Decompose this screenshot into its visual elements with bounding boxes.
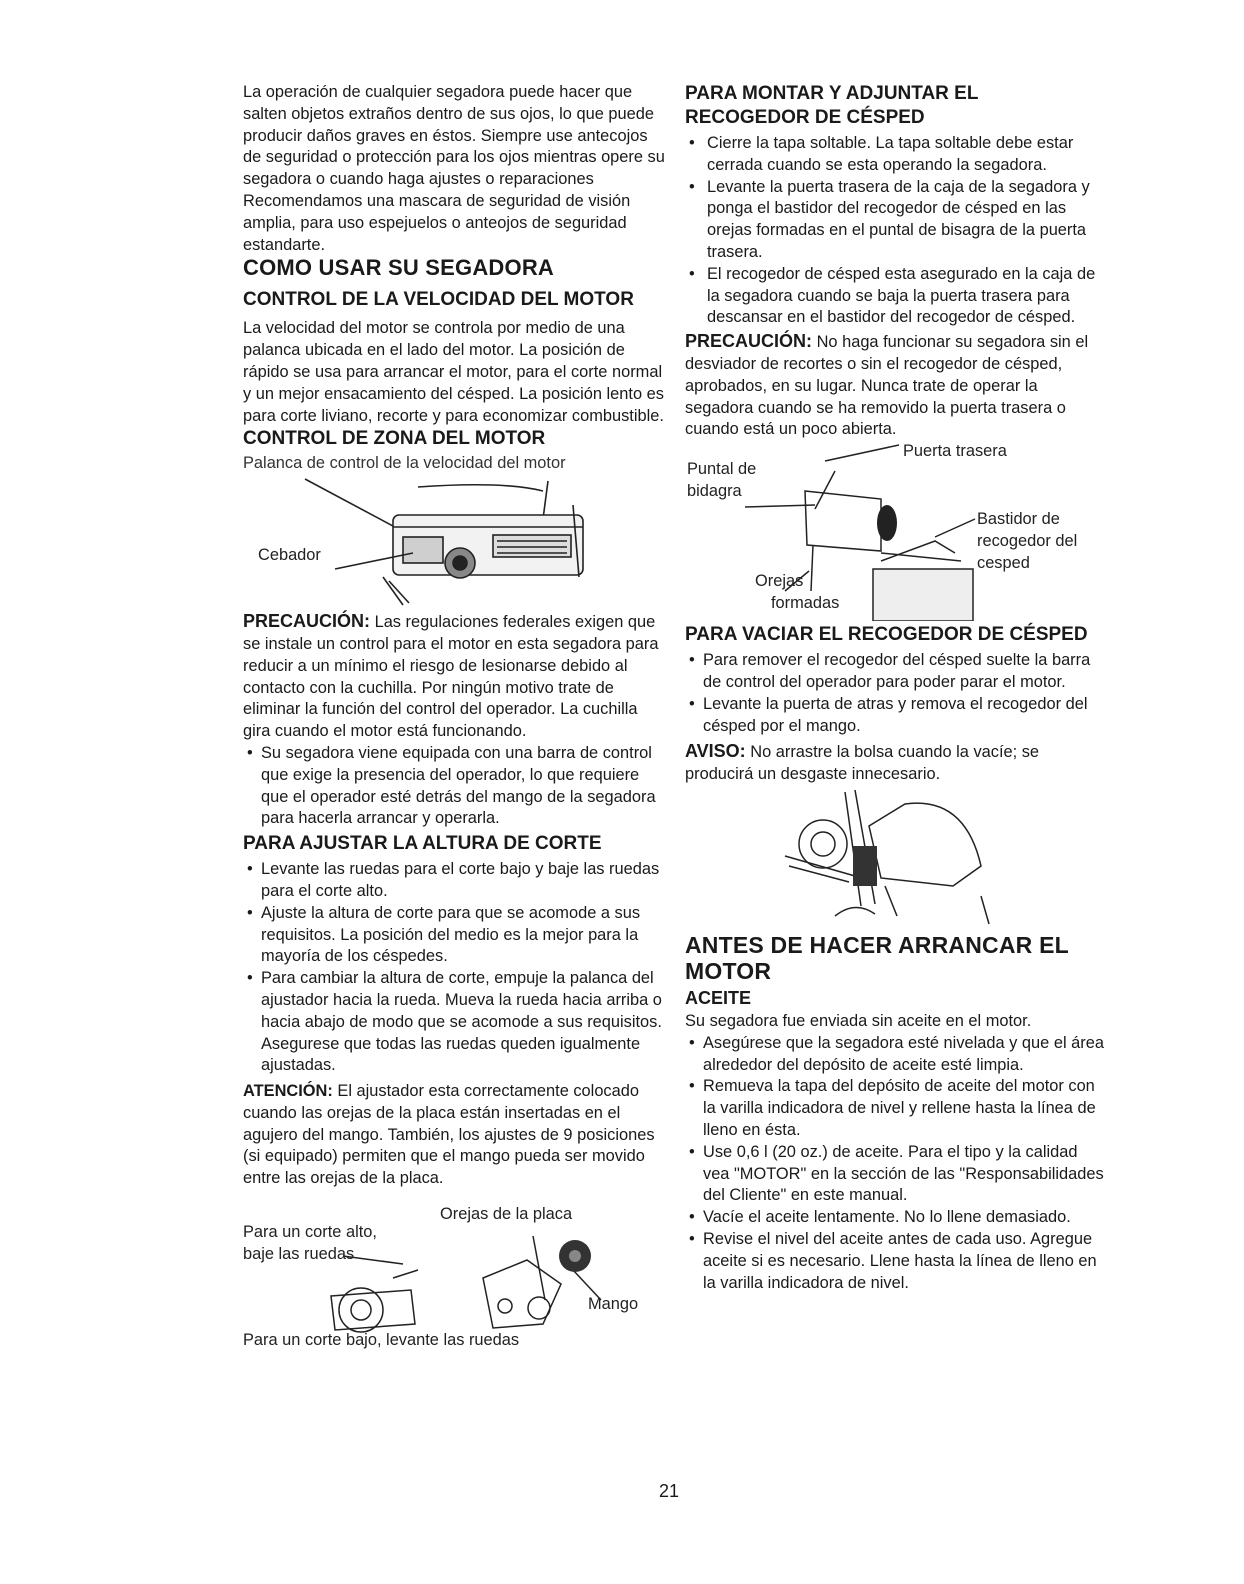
caution-text: Las regulaciones federales exigen que se instale un control para el motor en esta segadora para reducir a un mínimo el riesgo de lesionarse debido al contacto con la cuchilla. Por ningún motivo trate de eliminar la función del control del operador. La cuchilla gira cuando el motor está funcionando.	[243, 613, 659, 741]
grass-bag-illustration	[685, 786, 1107, 926]
caution-bullets	[243, 743, 665, 830]
empty-catcher-heading: PARA VACIAR EL RECOGEDOR DE CÉSPED	[685, 624, 1088, 646]
catcher-mount-figure	[685, 441, 1107, 621]
oil-bullets	[685, 1033, 1107, 1295]
engine-speed-figure	[243, 475, 665, 607]
attention-text: El ajustador esta correctamente colocado cuando las orejas de la placa están insertadas en el agujero del mango. También, los ajustes de 9 posiciones (si equipado) permiten que el mango pueda ser movido entre las orejas de la placa.	[243, 1082, 655, 1188]
list-item: • El recogedor de césped esta asegurado en la caja de la segadora cuando se baja la puerta trasera para descansar en el bastidor del recogedor de césped.	[685, 264, 1107, 329]
list-item: • Para remover el recogedor del césped suelte la barra de control del operador para poder parar el motor.	[685, 650, 1107, 694]
caution-paragraph	[243, 611, 665, 743]
cut-height-figure	[243, 1200, 665, 1350]
frame-label-line1: Bastidor de	[977, 510, 1060, 529]
ears-label-line2: formadas	[771, 594, 840, 613]
ears-label-line1: Orejas	[755, 572, 804, 591]
bag-emptying-figure	[685, 786, 1107, 926]
right-caution-paragraph	[685, 331, 1107, 441]
engine-illustration	[243, 475, 665, 607]
left-column	[243, 82, 665, 1350]
frame-label-line3: cesped	[977, 554, 1030, 573]
oil-heading: ACEITE	[685, 987, 752, 1008]
zone-control-caption: Palanca de control de la velocidad del motor	[243, 454, 566, 473]
right-caution-lead: PRECAUCIÓN:	[685, 331, 813, 352]
mount-catcher-heading: PARA MONTAR Y ADJUNTAR EL RECOGEDOR DE CÉSPED	[685, 83, 979, 128]
list-item: • Levante las ruedas para el corte bajo y baje las ruedas para el corte alto.	[243, 859, 665, 903]
high-cut-label-line1: Para un corte alto,	[243, 1223, 377, 1242]
list-item: • Revise el nivel del aceite antes de cada uso. Agregue aceite si es necesario. Llene hasta la línea de lleno en la varilla indicadora de nivel.	[685, 1229, 1107, 1294]
right-caution-text: No haga funcionar su segadora sin el desviador de recortes o sin el recogedor de césped, aprobados, en su lugar. Nunca trate de operar la segadora cuando se ha removido la puerta trasera o cuando está un poco abierta.	[685, 333, 1089, 439]
rear-door-label: Puerta trasera	[903, 442, 1007, 461]
caution-lead: PRECAUCIÓN:	[243, 611, 371, 632]
right-column	[685, 82, 1107, 1294]
hinge-label-line1: Puntal de	[687, 460, 757, 479]
handle-label: Mango	[588, 1295, 639, 1314]
notice-paragraph	[685, 741, 1107, 786]
list-item: • Remueva la tapa del depósito de aceite del motor con la varilla indicadora de nivel y rellene hasta la línea de lleno en ésta.	[685, 1076, 1107, 1141]
low-cut-label: Para un corte bajo, levante las ruedas	[243, 1331, 520, 1350]
speed-control-text: La velocidad del motor se controla por medio de una palanca ubicada en el lado del motor. La posición de rápido se usa para arrancar el motor, para el corte normal y un mejor ensacamiento del césped. La posición lento es para corte liviano, recorte y para economizar combustible.	[243, 319, 664, 425]
cut-height-heading: PARA AJUSTAR LA ALTURA DE CORTE	[243, 833, 602, 855]
plate-ears-label: Orejas de la placa	[440, 1205, 573, 1224]
page-number: 21	[659, 1481, 680, 1501]
section-title-how-to-use: COMO USAR SU SEGADORA	[243, 255, 554, 281]
list-item: • Su segadora viene equipada con una barra de control que exige la presencia del operador, lo que requiere que el operador esté detrás del mango de la segadora para hacerla arrancar y operarla.	[243, 743, 665, 830]
high-cut-label-line2: baje las ruedas	[243, 1245, 355, 1264]
list-item: • Para cambiar la altura de corte, empuje la palanca del ajustador hacia la rueda. Mueva la rueda hacia arriba o hacia abajo de modo que se acomode a sus requisitos. Asegurese que todas las ruedas queden igualmente ajustadas.	[243, 968, 665, 1077]
choke-label: Cebador	[258, 546, 321, 565]
attention-paragraph	[243, 1081, 665, 1190]
list-item: • Vacíe el aceite lentamente. No lo llene demasiado.	[685, 1207, 1107, 1229]
notice-text: No arrastre la bolsa cuando la vacíe; se producirá un desgaste innecesario.	[685, 743, 1040, 784]
notice-lead: AVISO:	[685, 741, 746, 762]
safety-intro: La operación de cualquier segadora puede hacer que salten objetos extraños dentro de sus ojos, lo que puede producir daños graves en éstos. Siempre use antecojos de seguridad o protección para los ojos mientras opere su segadora o cuando haga ajustes o reparaciones Recomendamos una mascara de seguridad de visión amplia, para uso espejuelos o anteojos de seguridad estandarte.	[243, 83, 665, 254]
empty-catcher-bullets	[685, 650, 1107, 737]
mount-catcher-bullets	[685, 133, 1107, 329]
list-item: • Use 0,6 l (20 oz.) de aceite. Para el tipo y la calidad vea "MOTOR" en la sección de las "Responsabilidades del Cliente" en este manual.	[685, 1142, 1107, 1207]
cut-height-bullets	[243, 859, 665, 1077]
zone-control-heading: CONTROL DE ZONA DEL MOTOR	[243, 428, 546, 450]
before-start-heading: ANTES DE HACER ARRANCAR EL MOTOR	[685, 931, 1069, 984]
oil-text: Su segadora fue enviada sin aceite en el motor.	[685, 1011, 1032, 1030]
list-item: • Ajuste la altura de corte para que se acomode a sus requisitos. La posición del medio es la mejor para la mayoría de los céspedes.	[243, 903, 665, 968]
list-item: • Levante la puerta trasera de la caja de la segadora y ponga el bastidor del recogedor de césped en las orejas formadas en el puntal de bisagra de la puerta trasera.	[685, 177, 1107, 264]
speed-control-heading: CONTROL DE LA VELOCIDAD DEL MOTOR	[243, 289, 634, 311]
list-item: • Levante la puerta de atras y remova el recogedor del césped por el mango.	[685, 694, 1107, 738]
list-item: • Cierre la tapa soltable. La tapa soltable debe estar cerrada cuando se esta operando la segadora.	[685, 133, 1107, 177]
frame-label-line2: recogedor del	[977, 532, 1078, 551]
attention-lead: ATENCIÓN:	[243, 1082, 333, 1101]
hinge-label-line2: bidagra	[687, 482, 742, 501]
list-item: • Asegúrese que la segadora esté nivelada y que el área alrededor del depósito de aceite esté limpia.	[685, 1033, 1107, 1077]
